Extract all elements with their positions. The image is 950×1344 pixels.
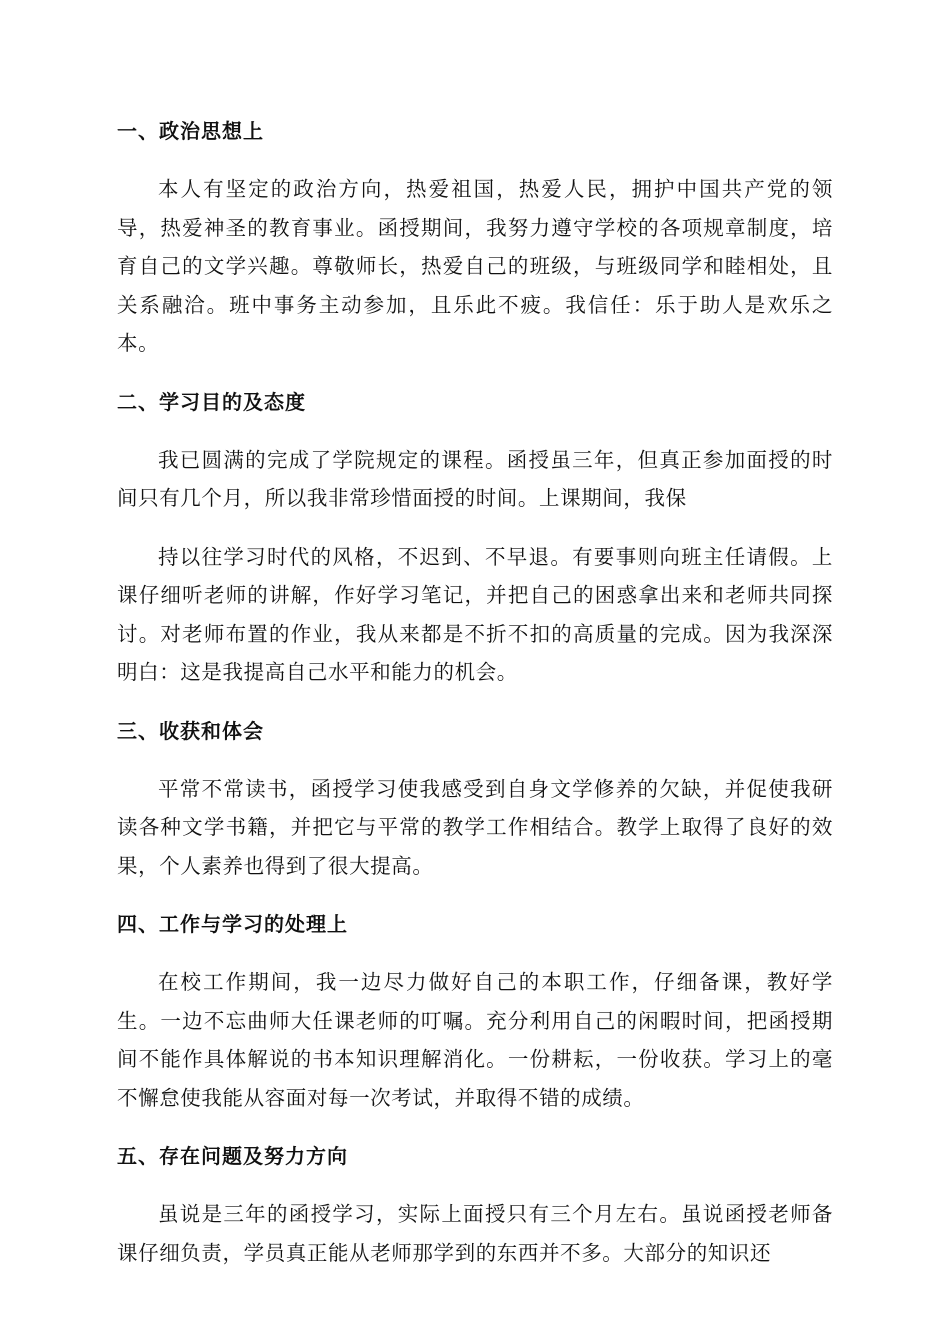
section-paragraph: 本人有坚定的政治方向，热爱祖国，热爱人民，拥护中国共产党的领导，热爱神圣的教育事业。函授期间，我努力遵守学校的各项规章制度，培育自己的文学兴趣。尊敬师长，热爱自己的班级，与班级同学和睦相处，且关系融洽。班中事务主动参加，且乐此不疲。我信任：乐于助人是欢乐之本。	[117, 177, 833, 355]
section-heading-gains: 三、收获和体会	[117, 718, 264, 743]
section-paragraph: 平常不常读书，函授学习使我感受到自身文学修养的欠缺，并促使我研读各种文学书籍，并把它与平常的教学工作相结合。教学上取得了良好的效果，个人素养也得到了很大提高。	[117, 776, 833, 878]
section-paragraph: 在校工作期间，我一边尽力做好自己的本职工作，仔细备课，教好学生。一边不忘曲师大任课老师的叮嘱。充分利用自己的闲暇时间，把函授期间不能作具体解说的书本知识理解消化。一份耕耘，一份收获。学习上的毫不懈怠使我能从容面对每一次考试，并取得不错的成绩。	[117, 970, 833, 1110]
document-body	[117, 112, 833, 1292]
section-paragraph: 我已圆满的完成了学院规定的课程。函授虽三年，但真正参加面授的时间只有几个月，所以我非常珍惜面授的时间。上课期间，我保	[117, 447, 833, 510]
section-heading-work-study: 四、工作与学习的处理上	[117, 912, 348, 936]
section-heading-political: 一、政治思想上	[117, 119, 264, 143]
section-heading-study-purpose: 二、学习目的及态度	[117, 389, 306, 414]
section-heading-problems: 五、存在问题及努力方向	[117, 1144, 348, 1168]
section-paragraph: 虽说是三年的函授学习，实际上面授只有三个月左右。虽说函授老师备课仔细负责，学员真正能从老师那学到的东西并不多。大部分的知识还	[117, 1202, 833, 1265]
section-paragraph: 持以往学习时代的风格，不迟到、不早退。有要事则向班主任请假。上课仔细听老师的讲解，作好学习笔记，并把自己的困惑拿出来和老师共同探讨。对老师布置的作业，我从来都是不折不扣的高质量的完成。因为我深深明白：这是我提高自己水平和能力的机会。	[117, 544, 833, 684]
